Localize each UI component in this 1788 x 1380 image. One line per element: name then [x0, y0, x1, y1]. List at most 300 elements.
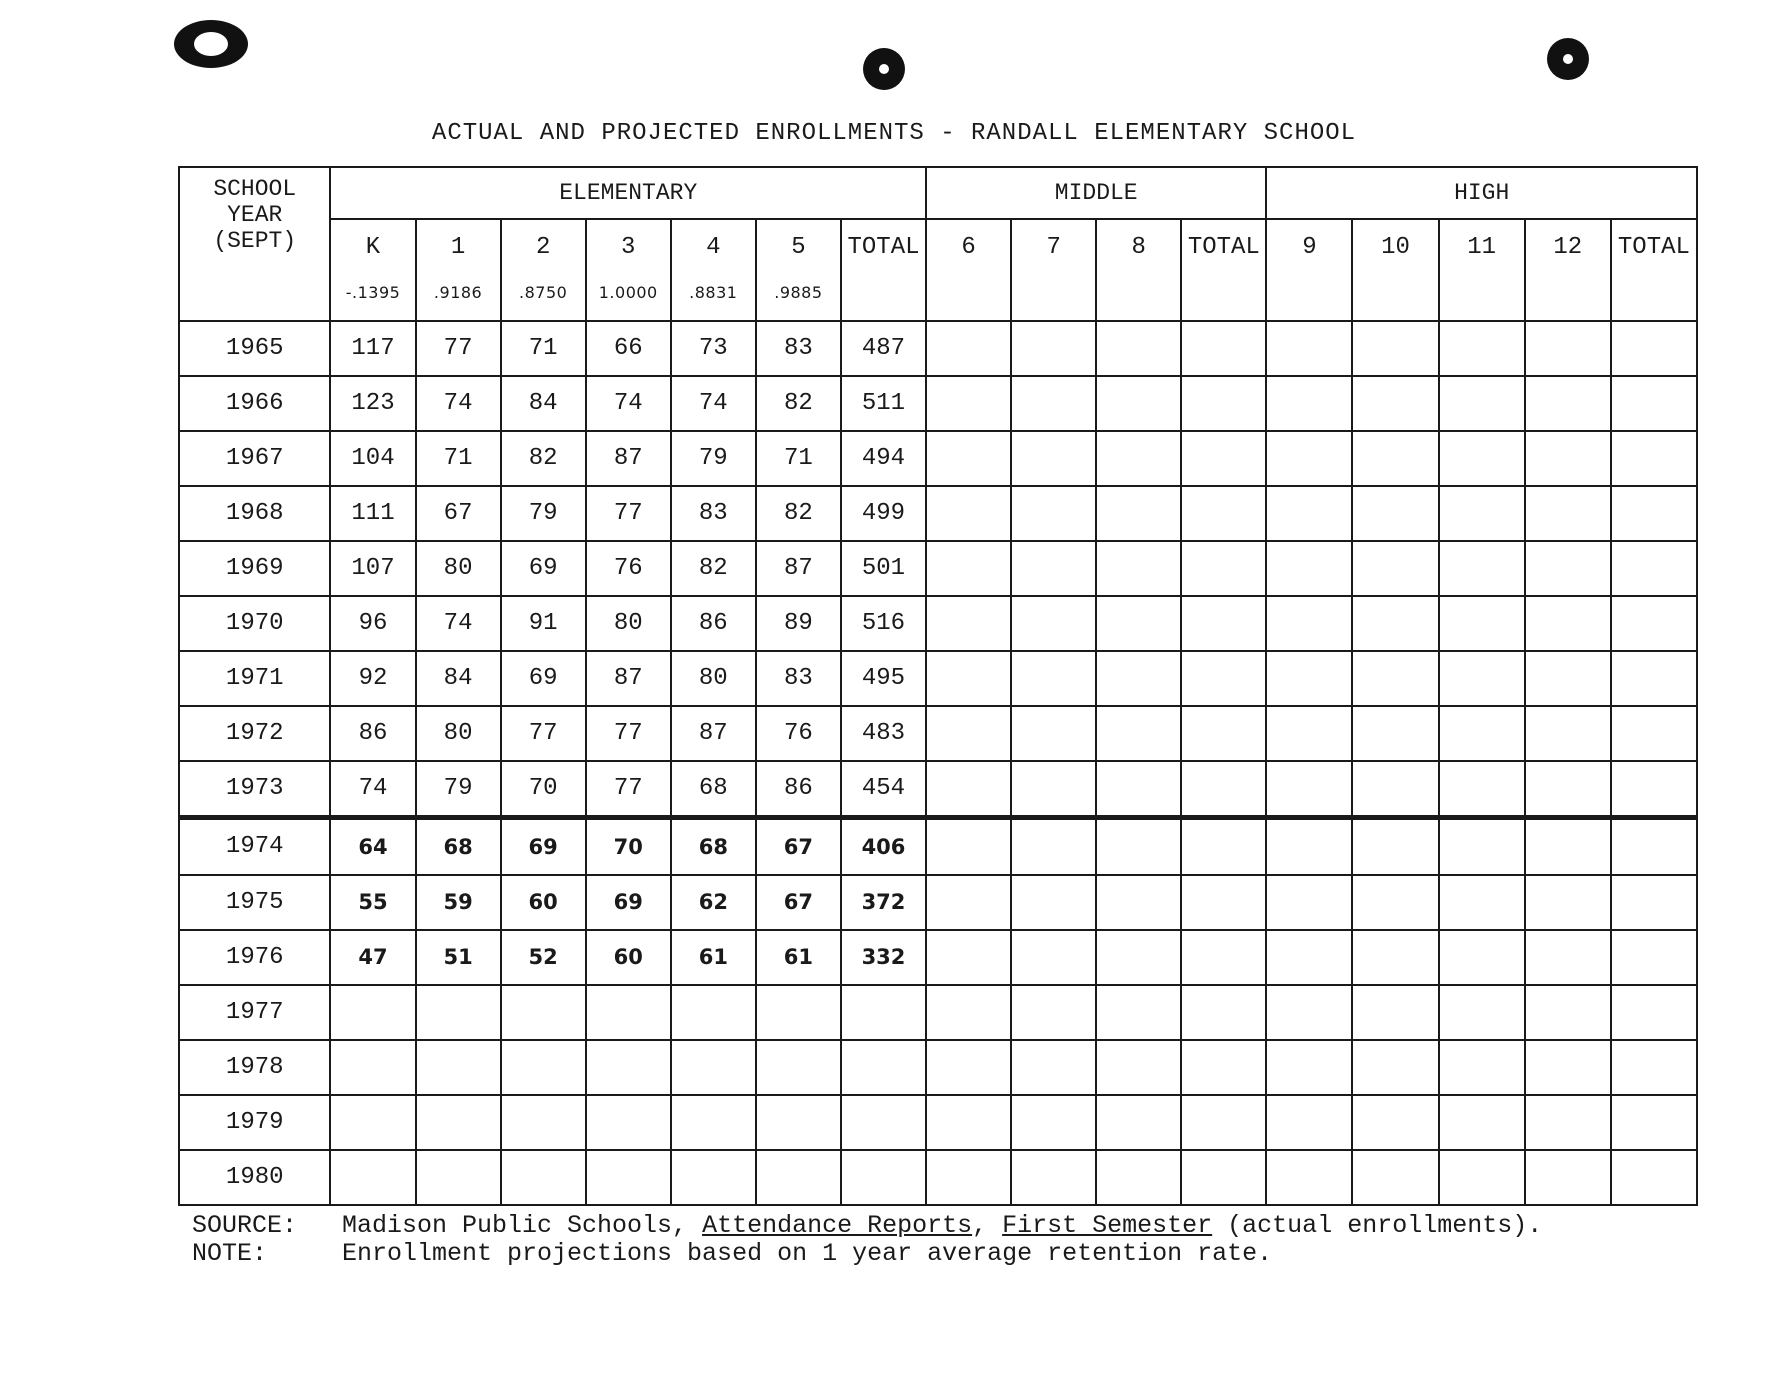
- empty-cell: [1352, 706, 1438, 761]
- empty-cell: [926, 706, 1011, 761]
- enrollment-cell: 92: [330, 651, 415, 706]
- middle-col-header: 7: [1011, 219, 1096, 321]
- empty-cell: [1352, 486, 1438, 541]
- table-row: [179, 985, 1697, 1040]
- year-cell: 1966: [179, 376, 330, 431]
- elementary-col-header: [586, 219, 671, 321]
- year-cell: 1968: [179, 486, 330, 541]
- empty-cell: [926, 321, 1011, 376]
- source-semester: First Semester: [1002, 1211, 1213, 1240]
- col-label: 1: [450, 234, 466, 261]
- enrollment-cell: [671, 985, 756, 1040]
- empty-cell: [1181, 486, 1266, 541]
- empty-cell: [1439, 761, 1525, 818]
- retention-rate: .8750: [519, 283, 568, 302]
- enrollment-cell: 60: [501, 875, 586, 930]
- enrollment-cell: 86: [756, 761, 841, 818]
- source-line: [192, 1212, 1542, 1240]
- enrollment-cell: [586, 1095, 671, 1150]
- empty-cell: [1525, 1150, 1611, 1205]
- empty-cell: [1352, 930, 1438, 985]
- enrollment-cell: 82: [671, 541, 756, 596]
- empty-cell: [1352, 596, 1438, 651]
- retention-rate: .8831: [689, 283, 738, 302]
- enrollment-cell: [501, 1150, 586, 1205]
- enrollment-cell: 111: [330, 486, 415, 541]
- empty-cell: [1011, 376, 1096, 431]
- empty-cell: [1011, 1150, 1096, 1205]
- punch-hole: [174, 20, 248, 68]
- enrollment-cell: [330, 1150, 415, 1205]
- empty-cell: [1096, 376, 1181, 431]
- table-row: [179, 376, 1697, 431]
- enrollment-cell: 454: [841, 761, 926, 818]
- empty-cell: [1439, 1150, 1525, 1205]
- enrollment-cell: 83: [671, 486, 756, 541]
- year-cell: 1974: [179, 818, 330, 875]
- empty-cell: [1266, 651, 1352, 706]
- enrollment-cell: 82: [756, 486, 841, 541]
- empty-cell: [1439, 1040, 1525, 1095]
- enrollment-cell: 516: [841, 596, 926, 651]
- empty-cell: [1611, 376, 1697, 431]
- empty-cell: [1096, 930, 1181, 985]
- empty-cell: [1096, 818, 1181, 875]
- empty-cell: [1181, 596, 1266, 651]
- enrollment-cell: 117: [330, 321, 415, 376]
- enrollment-table: [178, 166, 1698, 1206]
- empty-cell: [1611, 985, 1697, 1040]
- empty-cell: [1096, 431, 1181, 486]
- source-publisher: Madison Public Schools,: [342, 1211, 703, 1240]
- enrollment-cell: 76: [586, 541, 671, 596]
- empty-cell: [1352, 541, 1438, 596]
- enrollment-cell: 73: [671, 321, 756, 376]
- year-cell: 1979: [179, 1095, 330, 1150]
- year-cell: 1975: [179, 875, 330, 930]
- table-row: [179, 706, 1697, 761]
- empty-cell: [1352, 651, 1438, 706]
- enrollment-cell: 77: [586, 706, 671, 761]
- enrollment-cell: 332: [841, 930, 926, 985]
- empty-cell: [1525, 1040, 1611, 1095]
- empty-cell: [1611, 431, 1697, 486]
- high-col-header: TOTAL: [1611, 219, 1697, 321]
- enrollment-cell: 47: [330, 930, 415, 985]
- enrollment-cell: 76: [756, 706, 841, 761]
- empty-cell: [1525, 985, 1611, 1040]
- empty-cell: [1181, 1040, 1266, 1095]
- empty-cell: [1352, 376, 1438, 431]
- empty-cell: [1352, 1150, 1438, 1205]
- empty-cell: [1011, 875, 1096, 930]
- enrollment-cell: 77: [416, 321, 501, 376]
- empty-cell: [1181, 431, 1266, 486]
- middle-col-header: 8: [1096, 219, 1181, 321]
- enrollment-cell: [671, 1150, 756, 1205]
- enrollment-cell: 84: [501, 376, 586, 431]
- empty-cell: [1181, 706, 1266, 761]
- footer-notes: [192, 1212, 1542, 1268]
- empty-cell: [1525, 376, 1611, 431]
- punch-hole: [863, 48, 905, 90]
- enrollment-cell: [586, 1150, 671, 1205]
- source-text: [342, 1212, 1542, 1240]
- enrollment-cell: 82: [501, 431, 586, 486]
- enrollment-cell: 55: [330, 875, 415, 930]
- empty-cell: [1611, 596, 1697, 651]
- enrollment-cell: [756, 1150, 841, 1205]
- enrollment-cell: [416, 985, 501, 1040]
- column-header-row: [179, 219, 1697, 321]
- middle-col-header: TOTAL: [1181, 219, 1266, 321]
- enrollment-cell: 82: [756, 376, 841, 431]
- year-cell: 1980: [179, 1150, 330, 1205]
- enrollment-cell: 61: [671, 930, 756, 985]
- empty-cell: [1352, 818, 1438, 875]
- empty-cell: [1439, 706, 1525, 761]
- empty-cell: [1181, 1095, 1266, 1150]
- enrollment-cell: 487: [841, 321, 926, 376]
- empty-cell: [1096, 486, 1181, 541]
- empty-cell: [1266, 706, 1352, 761]
- col-label: 2: [535, 234, 551, 261]
- empty-cell: [1525, 761, 1611, 818]
- enrollment-cell: 123: [330, 376, 415, 431]
- empty-cell: [1611, 761, 1697, 818]
- retention-rate: -.1395: [345, 283, 401, 302]
- enrollment-cell: 74: [416, 596, 501, 651]
- empty-cell: [1181, 651, 1266, 706]
- empty-cell: [1439, 818, 1525, 875]
- empty-cell: [1181, 761, 1266, 818]
- enrollment-cell: 501: [841, 541, 926, 596]
- empty-cell: [1525, 651, 1611, 706]
- empty-cell: [1352, 431, 1438, 486]
- source-separator: ,: [972, 1211, 1003, 1240]
- empty-cell: [1439, 376, 1525, 431]
- table-row: [179, 651, 1697, 706]
- enrollment-cell: 79: [416, 761, 501, 818]
- empty-cell: [1096, 875, 1181, 930]
- empty-cell: [1096, 761, 1181, 818]
- enrollment-cell: 67: [756, 818, 841, 875]
- table-row: [179, 541, 1697, 596]
- empty-cell: [926, 1040, 1011, 1095]
- enrollment-cell: [416, 1095, 501, 1150]
- empty-cell: [926, 541, 1011, 596]
- empty-cell: [1525, 596, 1611, 651]
- empty-cell: [1096, 596, 1181, 651]
- empty-cell: [1439, 875, 1525, 930]
- col-label: K: [365, 234, 381, 261]
- enrollment-cell: 80: [671, 651, 756, 706]
- empty-cell: [1181, 541, 1266, 596]
- empty-cell: [1011, 1095, 1096, 1150]
- enrollment-cell: 64: [330, 818, 415, 875]
- table-row: [179, 596, 1697, 651]
- empty-cell: [1439, 321, 1525, 376]
- empty-cell: [1266, 376, 1352, 431]
- empty-cell: [926, 761, 1011, 818]
- enrollment-cell: 96: [330, 596, 415, 651]
- enrollment-cell: [841, 985, 926, 1040]
- enrollment-cell: 80: [586, 596, 671, 651]
- source-label: SOURCE:: [192, 1211, 298, 1240]
- empty-cell: [1266, 818, 1352, 875]
- enrollment-cell: 74: [671, 376, 756, 431]
- empty-cell: [1525, 541, 1611, 596]
- enrollment-cell: 77: [586, 486, 671, 541]
- empty-cell: [1266, 596, 1352, 651]
- empty-cell: [1011, 596, 1096, 651]
- enrollment-cell: 68: [671, 818, 756, 875]
- enrollment-cell: [330, 1040, 415, 1095]
- enrollment-cell: 59: [416, 875, 501, 930]
- enrollment-cell: [586, 985, 671, 1040]
- empty-cell: [1611, 875, 1697, 930]
- enrollment-cell: 71: [416, 431, 501, 486]
- enrollment-cell: 495: [841, 651, 926, 706]
- enrollment-cell: 52: [501, 930, 586, 985]
- empty-cell: [1611, 930, 1697, 985]
- year-cell: 1965: [179, 321, 330, 376]
- enrollment-cell: [501, 985, 586, 1040]
- enrollment-cell: [501, 1040, 586, 1095]
- empty-cell: [926, 1095, 1011, 1150]
- empty-cell: [926, 486, 1011, 541]
- empty-cell: [1011, 431, 1096, 486]
- table-row: [179, 875, 1697, 930]
- empty-cell: [1525, 818, 1611, 875]
- enrollment-cell: 51: [416, 930, 501, 985]
- year-cell: 1967: [179, 431, 330, 486]
- empty-cell: [1525, 930, 1611, 985]
- enrollment-cell: 86: [330, 706, 415, 761]
- table-row: [179, 1150, 1697, 1205]
- empty-cell: [926, 985, 1011, 1040]
- empty-cell: [1266, 541, 1352, 596]
- enrollment-cell: 71: [756, 431, 841, 486]
- empty-cell: [1011, 1040, 1096, 1095]
- empty-cell: [926, 431, 1011, 486]
- empty-cell: [1096, 541, 1181, 596]
- enrollment-cell: 74: [416, 376, 501, 431]
- empty-cell: [926, 818, 1011, 875]
- empty-cell: [926, 651, 1011, 706]
- enrollment-cell: 79: [671, 431, 756, 486]
- retention-rate: 1.0000: [598, 283, 658, 302]
- empty-cell: [1611, 541, 1697, 596]
- empty-cell: [926, 875, 1011, 930]
- elementary-col-header: [671, 219, 756, 321]
- enrollment-cell: 86: [671, 596, 756, 651]
- empty-cell: [1011, 651, 1096, 706]
- middle-section-header: MIDDLE: [926, 167, 1266, 219]
- note-line: [192, 1240, 1542, 1268]
- enrollment-cell: [416, 1150, 501, 1205]
- enrollment-cell: [416, 1040, 501, 1095]
- empty-cell: [1181, 875, 1266, 930]
- empty-cell: [1096, 651, 1181, 706]
- middle-col-header: 6: [926, 219, 1011, 321]
- empty-cell: [1266, 1150, 1352, 1205]
- empty-cell: [1011, 486, 1096, 541]
- enrollment-cell: 77: [586, 761, 671, 818]
- enrollment-cell: [501, 1095, 586, 1150]
- table-row: [179, 761, 1697, 818]
- empty-cell: [1352, 1095, 1438, 1150]
- enrollment-cell: 107: [330, 541, 415, 596]
- empty-cell: [1611, 486, 1697, 541]
- enrollment-cell: 67: [416, 486, 501, 541]
- enrollment-cell: 87: [671, 706, 756, 761]
- enrollment-cell: [841, 1150, 926, 1205]
- high-col-header: 11: [1439, 219, 1525, 321]
- enrollment-cell: 372: [841, 875, 926, 930]
- table-body: [179, 321, 1697, 1205]
- enrollment-cell: 87: [586, 431, 671, 486]
- col-label: 3: [621, 234, 636, 261]
- empty-cell: [1011, 321, 1096, 376]
- elementary-col-header: [756, 219, 841, 321]
- enrollment-cell: 406: [841, 818, 926, 875]
- table-row: [179, 431, 1697, 486]
- empty-cell: [1439, 1095, 1525, 1150]
- empty-cell: [1096, 1040, 1181, 1095]
- empty-cell: [1011, 761, 1096, 818]
- empty-cell: [1266, 985, 1352, 1040]
- enrollment-cell: 69: [501, 818, 586, 875]
- table-row: [179, 486, 1697, 541]
- elementary-col-header: [841, 219, 926, 321]
- enrollment-cell: 104: [330, 431, 415, 486]
- enrollment-cell: 61: [756, 930, 841, 985]
- enrollment-cell: 71: [501, 321, 586, 376]
- col-label: TOTAL: [847, 234, 920, 261]
- empty-cell: [1011, 930, 1096, 985]
- empty-cell: [1611, 1095, 1697, 1150]
- empty-cell: [1266, 875, 1352, 930]
- enrollment-cell: [671, 1095, 756, 1150]
- enrollment-cell: 89: [756, 596, 841, 651]
- empty-cell: [1439, 431, 1525, 486]
- empty-cell: [1439, 651, 1525, 706]
- enrollment-cell: [841, 1040, 926, 1095]
- enrollment-cell: 91: [501, 596, 586, 651]
- empty-cell: [1611, 651, 1697, 706]
- empty-cell: [1352, 1040, 1438, 1095]
- year-cell: 1977: [179, 985, 330, 1040]
- empty-cell: [1096, 321, 1181, 376]
- empty-cell: [1525, 875, 1611, 930]
- empty-cell: [1096, 1095, 1181, 1150]
- empty-cell: [926, 596, 1011, 651]
- year-cell: 1969: [179, 541, 330, 596]
- empty-cell: [1611, 706, 1697, 761]
- enrollment-cell: 67: [756, 875, 841, 930]
- empty-cell: [1266, 486, 1352, 541]
- empty-cell: [1096, 706, 1181, 761]
- enrollment-cell: 74: [586, 376, 671, 431]
- year-cell: 1970: [179, 596, 330, 651]
- enrollment-cell: [586, 1040, 671, 1095]
- empty-cell: [1525, 486, 1611, 541]
- empty-cell: [1011, 541, 1096, 596]
- table-row: [179, 321, 1697, 376]
- empty-cell: [1525, 706, 1611, 761]
- elementary-col-header: [416, 219, 501, 321]
- empty-cell: [1011, 985, 1096, 1040]
- punch-hole: [1547, 38, 1589, 80]
- elementary-col-header: [330, 219, 415, 321]
- col-label: 5: [791, 234, 806, 261]
- empty-cell: [1266, 1095, 1352, 1150]
- elementary-col-header: [501, 219, 586, 321]
- empty-cell: [1352, 761, 1438, 818]
- empty-cell: [1096, 1150, 1181, 1205]
- enrollment-cell: 511: [841, 376, 926, 431]
- empty-cell: [1181, 930, 1266, 985]
- enrollment-cell: 69: [586, 875, 671, 930]
- enrollment-cell: 483: [841, 706, 926, 761]
- enrollment-cell: [330, 985, 415, 1040]
- empty-cell: [1011, 706, 1096, 761]
- enrollment-cell: 68: [416, 818, 501, 875]
- high-col-header: 10: [1352, 219, 1438, 321]
- empty-cell: [1181, 376, 1266, 431]
- empty-cell: [1611, 321, 1697, 376]
- enrollment-cell: [841, 1095, 926, 1150]
- note-text: Enrollment projections based on 1 year average retention rate.: [342, 1239, 1273, 1268]
- enrollment-cell: 494: [841, 431, 926, 486]
- empty-cell: [1439, 541, 1525, 596]
- enrollment-cell: 83: [756, 651, 841, 706]
- enrollment-cell: 66: [586, 321, 671, 376]
- high-col-header: 12: [1525, 219, 1611, 321]
- high-col-header: 9: [1266, 219, 1352, 321]
- empty-cell: [926, 1150, 1011, 1205]
- empty-cell: [1525, 1095, 1611, 1150]
- empty-cell: [1181, 321, 1266, 376]
- empty-cell: [1352, 321, 1438, 376]
- source-suffix: (actual enrollments).: [1212, 1211, 1543, 1240]
- year-cell: 1978: [179, 1040, 330, 1095]
- enrollment-cell: 60: [586, 930, 671, 985]
- table-row: [179, 930, 1697, 985]
- enrollment-cell: [756, 985, 841, 1040]
- empty-cell: [1525, 321, 1611, 376]
- enrollment-cell: 68: [671, 761, 756, 818]
- enrollment-cell: 69: [501, 541, 586, 596]
- year-cell: 1976: [179, 930, 330, 985]
- empty-cell: [1181, 985, 1266, 1040]
- enrollment-cell: 87: [586, 651, 671, 706]
- enrollment-cell: 87: [756, 541, 841, 596]
- empty-cell: [1011, 818, 1096, 875]
- note-label: NOTE:: [192, 1239, 268, 1268]
- empty-cell: [1439, 930, 1525, 985]
- year-cell: 1971: [179, 651, 330, 706]
- empty-cell: [1439, 596, 1525, 651]
- retention-rate: .9186: [433, 283, 483, 302]
- empty-cell: [1611, 1040, 1697, 1095]
- high-section-header: HIGH: [1266, 167, 1697, 219]
- table-row: [179, 1040, 1697, 1095]
- enrollment-cell: 499: [841, 486, 926, 541]
- empty-cell: [1611, 1150, 1697, 1205]
- enrollment-cell: [330, 1095, 415, 1150]
